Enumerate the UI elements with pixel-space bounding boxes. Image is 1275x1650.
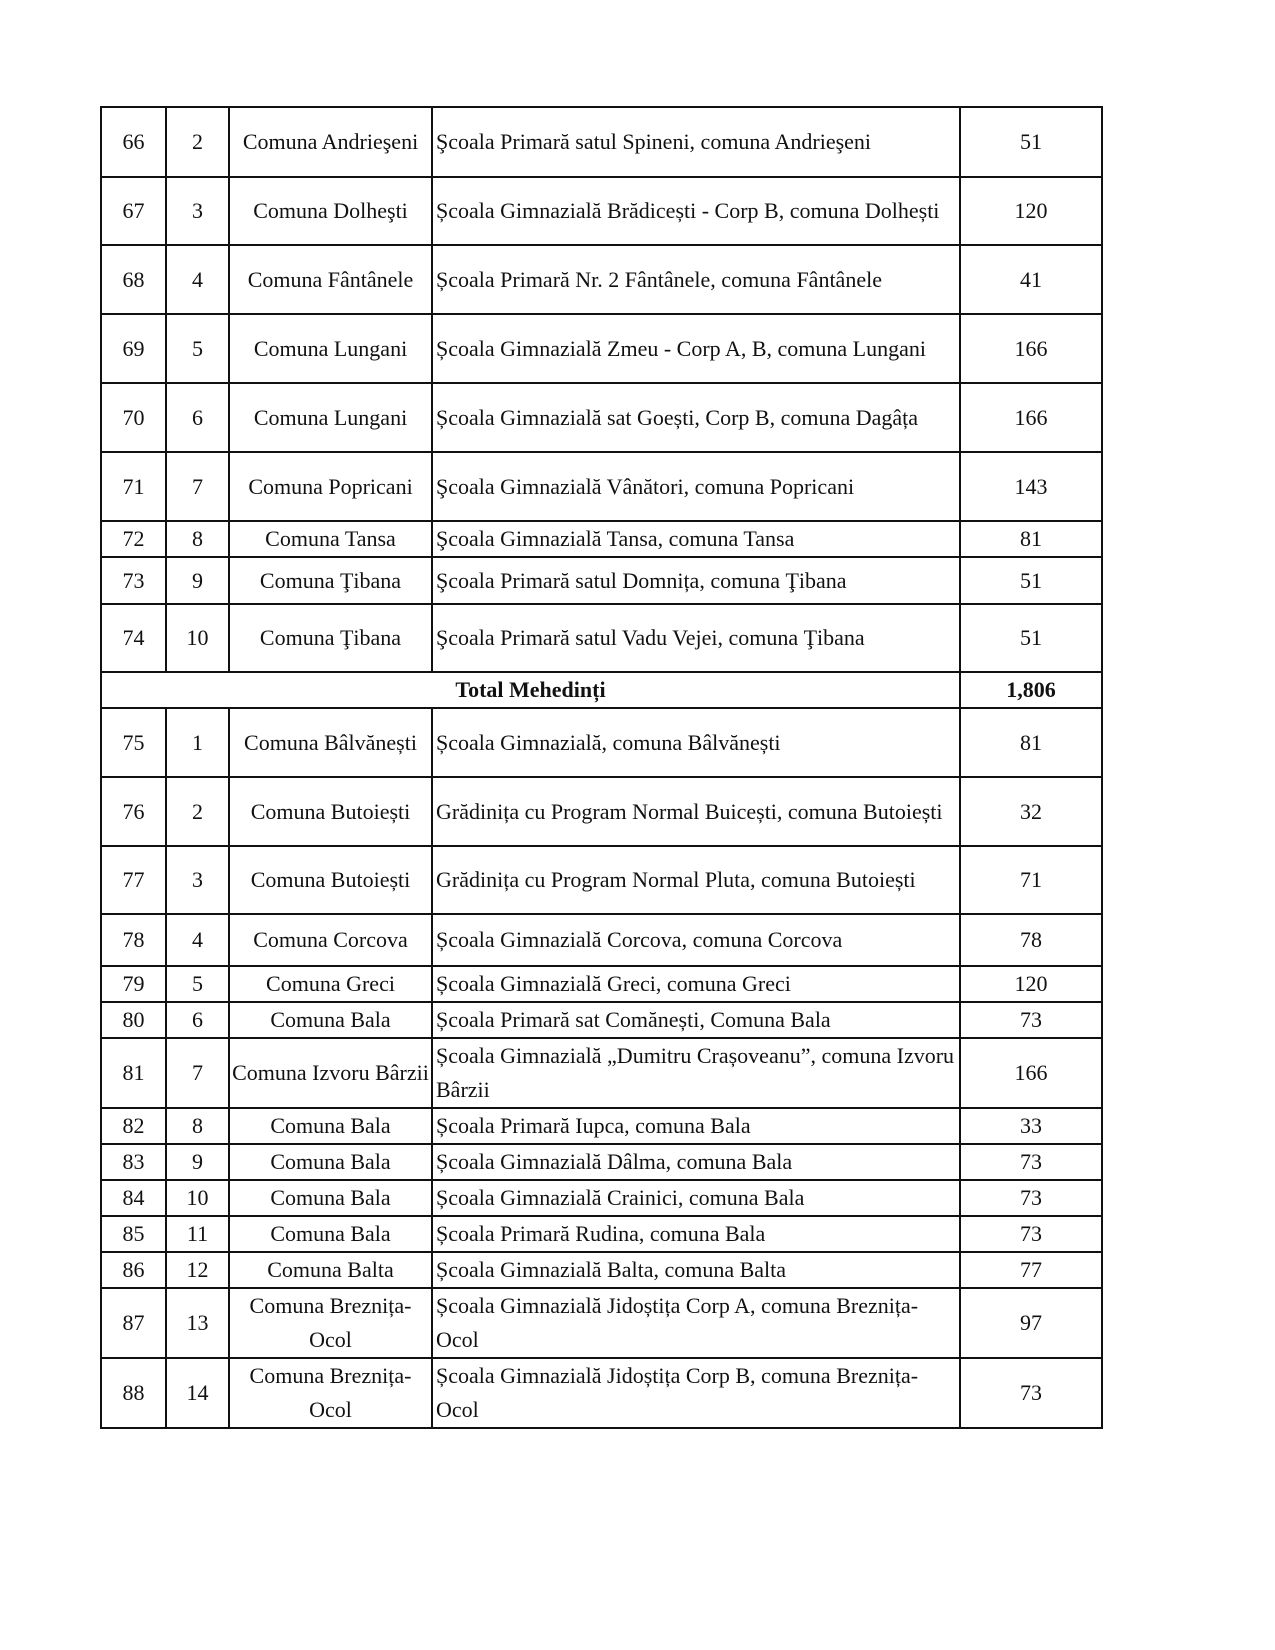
value-cell: 33: [960, 1108, 1102, 1144]
commune-name: Comuna Balta: [229, 1252, 432, 1288]
commune-name: Comuna Tansa: [229, 521, 432, 557]
school-name: Școala Gimnazială Jidoștița Corp A, comuna Breznița-Ocol: [432, 1288, 960, 1358]
row-index: 2: [166, 107, 229, 177]
value-cell: 73: [960, 1216, 1102, 1252]
table-row: [101, 177, 1102, 245]
row-number: 88: [101, 1358, 166, 1428]
row-number: 76: [101, 777, 166, 846]
commune-name: Comuna Bala: [229, 1216, 432, 1252]
row-index: 5: [166, 314, 229, 383]
table-row: [101, 604, 1102, 672]
value-cell: 73: [960, 1002, 1102, 1038]
value-cell: 73: [960, 1358, 1102, 1428]
row-number: 69: [101, 314, 166, 383]
commune-name: Comuna Bâlvănești: [229, 708, 432, 777]
value-cell: 81: [960, 708, 1102, 777]
table-row: [101, 1002, 1102, 1038]
school-name: Grădinița cu Program Normal Pluta, comuna Butoiești: [432, 846, 960, 914]
value-cell: 166: [960, 314, 1102, 383]
commune-name: Comuna Bala: [229, 1002, 432, 1038]
row-number: 87: [101, 1288, 166, 1358]
value-cell: 120: [960, 177, 1102, 245]
table-row: [101, 708, 1102, 777]
school-name: Şcoala Gimnazială Tansa, comuna Tansa: [432, 521, 960, 557]
row-index: 6: [166, 1002, 229, 1038]
commune-name: Comuna Lungani: [229, 383, 432, 452]
row-number: 73: [101, 557, 166, 604]
table-row: [101, 914, 1102, 966]
school-name: Școala Primară Iupca, comuna Bala: [432, 1108, 960, 1144]
school-name: Școala Gimnazială Zmeu - Corp A, B, comuna Lungani: [432, 314, 960, 383]
commune-name: Comuna Butoiești: [229, 846, 432, 914]
value-cell: 78: [960, 914, 1102, 966]
table-row: [101, 452, 1102, 521]
school-name: Grădinița cu Program Normal Buicești, comuna Butoiești: [432, 777, 960, 846]
row-index: 6: [166, 383, 229, 452]
school-name: Școala Primară Nr. 2 Fântânele, comuna Fântânele: [432, 245, 960, 314]
commune-name: Comuna Bala: [229, 1144, 432, 1180]
row-number: 72: [101, 521, 166, 557]
value-cell: 41: [960, 245, 1102, 314]
table-row: [101, 383, 1102, 452]
row-number: 66: [101, 107, 166, 177]
school-name: Școala Gimnazială Dâlma, comuna Bala: [432, 1144, 960, 1180]
total-value: 1,806: [960, 672, 1102, 708]
school-name: Școala Primară Rudina, comuna Bala: [432, 1216, 960, 1252]
school-name: Școala Gimnazială Jidoștița Corp B, comuna Breznița-Ocol: [432, 1358, 960, 1428]
value-cell: 166: [960, 1038, 1102, 1108]
table-row: [101, 777, 1102, 846]
value-cell: 73: [960, 1144, 1102, 1180]
row-number: 82: [101, 1108, 166, 1144]
row-number: 70: [101, 383, 166, 452]
value-cell: 143: [960, 452, 1102, 521]
row-index: 12: [166, 1252, 229, 1288]
row-index: 11: [166, 1216, 229, 1252]
commune-name: Comuna Ţibana: [229, 604, 432, 672]
table-row: [101, 846, 1102, 914]
commune-name: Comuna Butoiești: [229, 777, 432, 846]
row-number: 86: [101, 1252, 166, 1288]
value-cell: 81: [960, 521, 1102, 557]
table-row: [101, 966, 1102, 1002]
table-row: [101, 245, 1102, 314]
row-number: 68: [101, 245, 166, 314]
row-index: 4: [166, 245, 229, 314]
school-name: Şcoala Primară satul Vadu Vejei, comuna Ţibana: [432, 604, 960, 672]
row-number: 74: [101, 604, 166, 672]
school-name: Școala Gimnazială Balta, comuna Balta: [432, 1252, 960, 1288]
row-number: 67: [101, 177, 166, 245]
row-number: 83: [101, 1144, 166, 1180]
row-index: 2: [166, 777, 229, 846]
row-index: 8: [166, 521, 229, 557]
value-cell: 77: [960, 1252, 1102, 1288]
row-number: 77: [101, 846, 166, 914]
value-cell: 51: [960, 557, 1102, 604]
table-row: [101, 1358, 1102, 1428]
table-row: [101, 1108, 1102, 1144]
row-index: 3: [166, 846, 229, 914]
table-row: [101, 1288, 1102, 1358]
row-number: 79: [101, 966, 166, 1002]
row-number: 81: [101, 1038, 166, 1108]
commune-name: Comuna Bala: [229, 1108, 432, 1144]
value-cell: 71: [960, 846, 1102, 914]
school-name: Şcoala Primară satul Domnița, comuna Ţibana: [432, 557, 960, 604]
row-number: 84: [101, 1180, 166, 1216]
row-index: 10: [166, 604, 229, 672]
row-index: 14: [166, 1358, 229, 1428]
school-name: Școala Gimnazială sat Goești, Corp B, comuna Dagâța: [432, 383, 960, 452]
value-cell: 166: [960, 383, 1102, 452]
value-cell: 51: [960, 107, 1102, 177]
school-name: Şcoala Gimnazială Vânători, comuna Popricani: [432, 452, 960, 521]
value-cell: 32: [960, 777, 1102, 846]
value-cell: 73: [960, 1180, 1102, 1216]
table-row: [101, 557, 1102, 604]
value-cell: 120: [960, 966, 1102, 1002]
table-row: [101, 1038, 1102, 1108]
commune-name: Comuna Corcova: [229, 914, 432, 966]
commune-name: Comuna Breznița-Ocol: [229, 1358, 432, 1428]
row-index: 10: [166, 1180, 229, 1216]
row-index: 7: [166, 452, 229, 521]
table-row: [101, 1252, 1102, 1288]
commune-name: Comuna Breznița-Ocol: [229, 1288, 432, 1358]
row-number: 71: [101, 452, 166, 521]
row-index: 9: [166, 1144, 229, 1180]
commune-name: Comuna Izvoru Bârzii: [229, 1038, 432, 1108]
row-index: 13: [166, 1288, 229, 1358]
value-cell: 51: [960, 604, 1102, 672]
row-index: 9: [166, 557, 229, 604]
school-name: Școala Primară sat Comănești, Comuna Bala: [432, 1002, 960, 1038]
commune-name: Comuna Popricani: [229, 452, 432, 521]
school-name: Școala Gimnazială, comuna Bâlvănești: [432, 708, 960, 777]
table-row: [101, 521, 1102, 557]
schools-table: [100, 106, 1103, 1429]
row-number: 80: [101, 1002, 166, 1038]
row-index: 5: [166, 966, 229, 1002]
row-number: 78: [101, 914, 166, 966]
table-row: [101, 1216, 1102, 1252]
commune-name: Comuna Lungani: [229, 314, 432, 383]
table-row: [101, 1144, 1102, 1180]
row-index: 7: [166, 1038, 229, 1108]
commune-name: Comuna Fântânele: [229, 245, 432, 314]
commune-name: Comuna Andrieşeni: [229, 107, 432, 177]
row-index: 4: [166, 914, 229, 966]
commune-name: Comuna Dolheşti: [229, 177, 432, 245]
school-name: Școala Gimnazială Brădicești - Corp B, comuna Dolhești: [432, 177, 960, 245]
commune-name: Comuna Ţibana: [229, 557, 432, 604]
value-cell: 97: [960, 1288, 1102, 1358]
total-row: [101, 672, 1102, 708]
table-row: [101, 1180, 1102, 1216]
table-row: [101, 107, 1102, 177]
total-label: Total Mehedinți: [101, 672, 960, 708]
school-name: Școala Gimnazială Corcova, comuna Corcova: [432, 914, 960, 966]
row-index: 8: [166, 1108, 229, 1144]
row-index: 1: [166, 708, 229, 777]
school-name: Şcoala Primară satul Spineni, comuna Andrieşeni: [432, 107, 960, 177]
school-name: Școala Gimnazială „Dumitru Crașoveanu”, comuna Izvoru Bârzii: [432, 1038, 960, 1108]
row-index: 3: [166, 177, 229, 245]
row-number: 75: [101, 708, 166, 777]
row-number: 85: [101, 1216, 166, 1252]
commune-name: Comuna Greci: [229, 966, 432, 1002]
school-name: Școala Gimnazială Greci, comuna Greci: [432, 966, 960, 1002]
table-row: [101, 314, 1102, 383]
commune-name: Comuna Bala: [229, 1180, 432, 1216]
school-name: Școala Gimnazială Crainici, comuna Bala: [432, 1180, 960, 1216]
